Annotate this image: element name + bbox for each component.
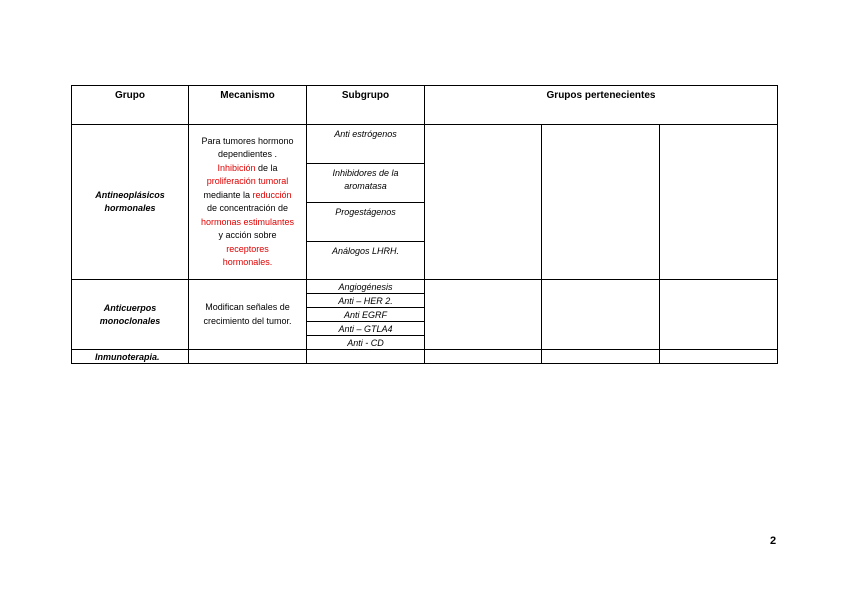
empty-cell: [189, 350, 307, 364]
subgroup-cell: Anti EGRF: [307, 308, 425, 322]
mechanism-highlight: receptores hormonales.: [222, 243, 273, 267]
mechanism-text: Modifican señales de crecimiento del tumor.: [203, 302, 292, 326]
subgroup-cell: Anti - CD: [307, 336, 425, 350]
mechanism-text: de concentración de: [206, 203, 289, 213]
subgroup-cell: Análogos LHRH.: [307, 242, 425, 280]
empty-cell: [425, 350, 542, 364]
subgroup-label: Inhibidores de la aromatasa: [332, 168, 399, 191]
table-row: [72, 125, 778, 164]
table-row: [72, 280, 778, 294]
subgroup-cell: Progestágenos: [307, 203, 425, 242]
empty-cell: [660, 350, 778, 364]
empty-cell: [542, 350, 660, 364]
subgroup-cell: Anti – GTLA4: [307, 322, 425, 336]
empty-cell: [307, 350, 425, 364]
group-label: Anticuerpos monoclonales: [99, 302, 161, 326]
empty-cell: [425, 280, 542, 350]
mechanism-cell: [189, 280, 307, 350]
mechanism-highlight: proliferación tumoral: [206, 176, 289, 186]
empty-cell: [542, 125, 660, 280]
group-cell: [72, 125, 189, 280]
drug-classification-table: [71, 85, 778, 364]
group-cell: [72, 280, 189, 350]
mechanism-highlight: Inhibición: [217, 162, 256, 173]
mechanism-text: Para tumores hormono dependientes .: [201, 135, 294, 159]
empty-cell: [425, 125, 542, 280]
empty-cell: [542, 280, 660, 350]
header-mecanismo: Mecanismo: [189, 86, 307, 125]
empty-cell: [660, 280, 778, 350]
header-grupos-pertenecientes: Grupos pertenecientes: [425, 86, 778, 125]
mechanism-highlight: hormonas estimulantes: [200, 216, 295, 227]
subgroup-cell: Anti – HER 2.: [307, 294, 425, 308]
empty-cell: [660, 125, 778, 280]
header-subgrupo: Subgrupo: [307, 86, 425, 125]
header-row: [72, 86, 778, 125]
mechanism-text: y acción sobre: [218, 230, 277, 240]
header-grupo: Grupo: [72, 86, 189, 125]
mechanism-highlight: reducción: [252, 189, 292, 200]
mechanism-text: mediante la: [203, 189, 250, 200]
group-cell: Inmunoterapia.: [72, 350, 189, 364]
mechanism-text: de la: [258, 162, 278, 173]
group-label: Antineoplásicos hormonales: [95, 190, 165, 213]
mechanism-cell: [189, 125, 307, 280]
subgroup-cell: [307, 164, 425, 203]
page-number: 2: [770, 535, 777, 547]
subgroup-cell: Anti estrógenos: [307, 125, 425, 164]
table-row: [72, 350, 778, 364]
subgroup-cell: Angiogénesis: [307, 280, 425, 294]
